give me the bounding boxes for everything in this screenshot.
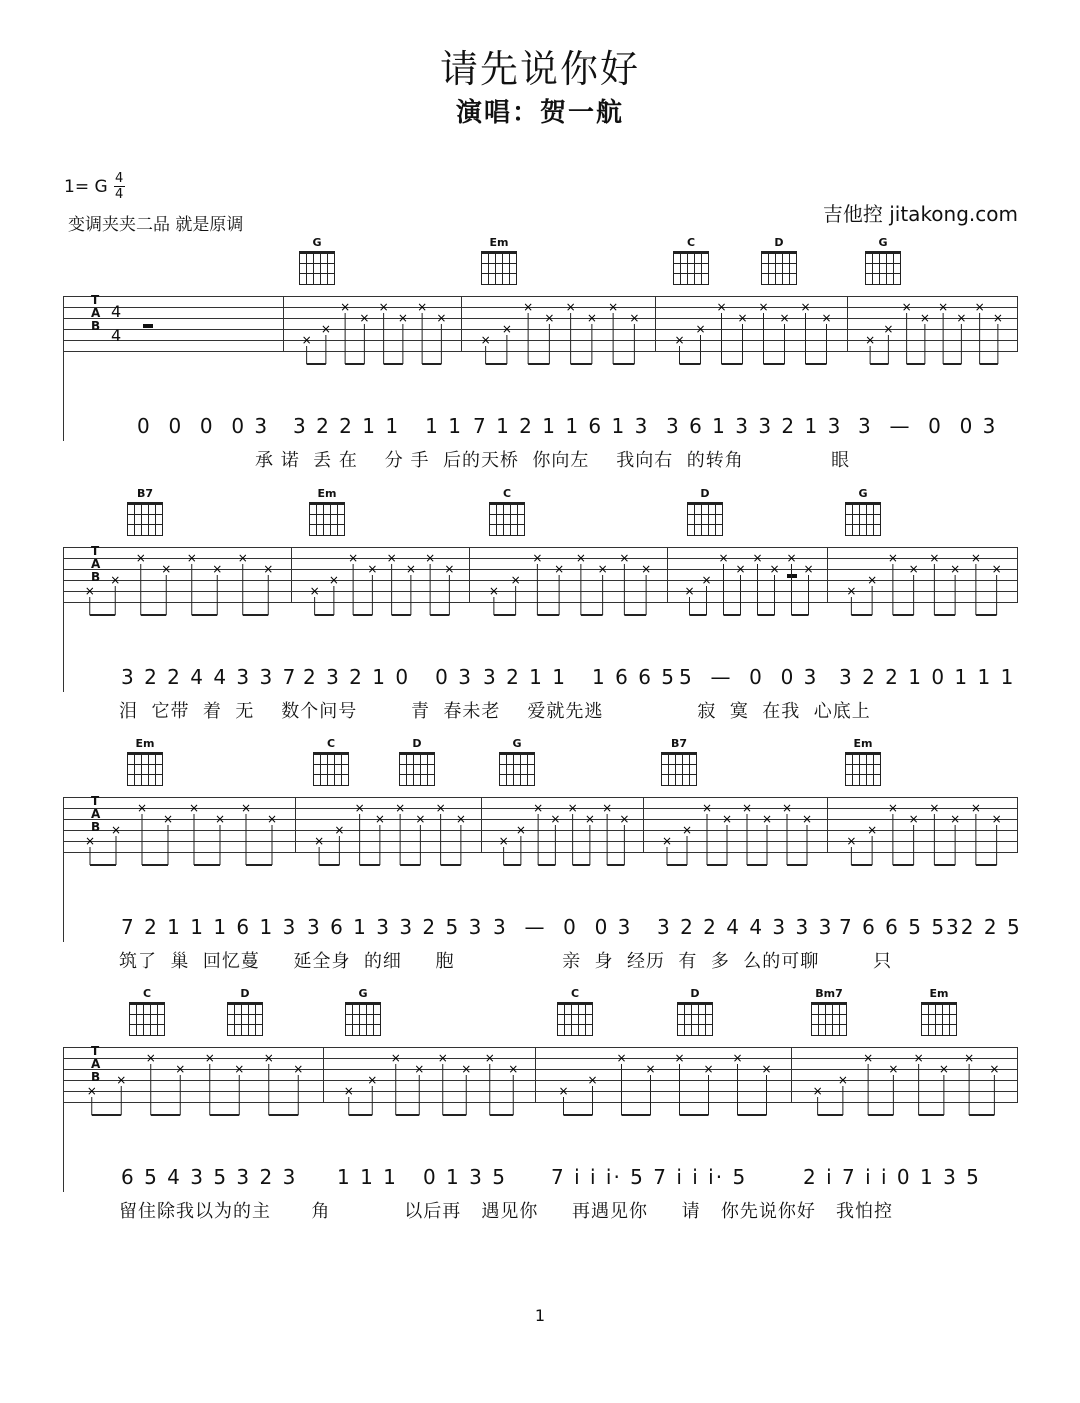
chord-diagram: Bm7: [809, 987, 849, 1036]
tab-x-note: ×: [821, 311, 832, 325]
tab-x-note: ×: [110, 823, 122, 837]
tab-x-note: ×: [681, 823, 693, 837]
numbered-notation: 2 i 7 i i 0 1 3 5: [803, 1165, 981, 1189]
tab-x-note: ×: [444, 562, 455, 576]
tab-x-note: ×: [695, 322, 706, 336]
time-signature: 4 4: [111, 302, 122, 345]
tab-x-note: ×: [721, 812, 733, 826]
tab-x-note: ×: [378, 300, 389, 314]
tab-x-note: ×: [846, 834, 857, 848]
chord-diagram: D: [225, 987, 265, 1036]
chord-diagram: G: [343, 987, 383, 1036]
tab-x-note: ×: [703, 1062, 714, 1076]
tab-x-note: ×: [395, 801, 406, 815]
tab-x-note: ×: [480, 333, 491, 347]
numbered-notation: 7 2 1 1 1 6 1 3: [121, 915, 298, 939]
tab-x-note: ×: [701, 573, 712, 587]
chord-diagram: C: [671, 236, 711, 285]
tab-x-note: ×: [908, 812, 919, 826]
lyrics-line: 承 诺 丢 在 分 手 后的天桥 你向左 我向右 的转角 眼: [255, 450, 851, 471]
tab-x-note: ×: [587, 1073, 598, 1087]
site-credit: 吉他控 jitakong.com: [822, 202, 1018, 226]
tab-x-note: ×: [701, 801, 713, 815]
tab-x-note: ×: [908, 562, 919, 576]
tab-x-note: ×: [801, 812, 813, 826]
tab-x-note: ×: [929, 551, 940, 565]
tab-x-note: ×: [367, 562, 378, 576]
numbered-notation: 3 2 1 1 1 6 6 5: [483, 665, 677, 689]
tab-x-note: ×: [991, 812, 1002, 826]
tab-x-note: ×: [437, 1051, 448, 1065]
tab-x-note: ×: [110, 573, 121, 587]
tab-x-note: ×: [186, 551, 197, 565]
tab-x-note: ×: [367, 1073, 378, 1087]
chord-diagram: Em: [843, 737, 883, 786]
tab-x-note: ×: [616, 1051, 627, 1065]
numbered-notation: 2 3 2 1 0 0 3: [303, 665, 473, 689]
chord-diagram: B7: [125, 487, 165, 536]
numbered-notation: 1 1 1 0 1 3 5: [337, 1165, 507, 1189]
tab-x-note: ×: [334, 823, 345, 837]
numbered-notation: 0 0 0 0 3: [137, 414, 270, 438]
numbered-notation: 3 — 0 0 3: [493, 915, 633, 939]
tab-x-note: ×: [938, 300, 949, 314]
chord-diagram: G: [297, 236, 337, 285]
chord-diagram: D: [685, 487, 725, 536]
numbered-notation: 7 i i i· 5 7 i i i· 5: [551, 1165, 748, 1189]
tab-x-note: ×: [735, 562, 746, 576]
tab-x-note: ×: [732, 1051, 743, 1065]
tab-x-note: ×: [837, 1073, 848, 1087]
tab-x-note: ×: [786, 551, 797, 565]
tab-x-note: ×: [800, 300, 811, 314]
chord-diagram: C: [311, 737, 351, 786]
tab-x-note: ×: [737, 311, 748, 325]
tab-x-note: ×: [950, 812, 961, 826]
chord-diagram: Em: [919, 987, 959, 1036]
lyrics-line: 筑了 巢 回忆蔓 延全身 的细 胞 亲 身 经历 有 多 么的可聊 只: [119, 951, 893, 972]
tab-x-note: ×: [498, 834, 509, 848]
tab-x-note: ×: [340, 300, 351, 314]
tab-x-note: ×: [84, 584, 95, 598]
numbered-notation: 3 6 1 3 3 2 1 3: [666, 414, 843, 438]
tab-x-note: ×: [510, 573, 521, 587]
chord-diagram: D: [675, 987, 715, 1036]
chord-diagram: C: [127, 987, 167, 1036]
tab-x-note: ×: [136, 801, 148, 815]
tab-x-note: ×: [812, 1084, 823, 1098]
chord-diagram: G: [843, 487, 883, 536]
tab-x-note: ×: [970, 551, 981, 565]
capo-note: 变调夹夹二品 就是原调: [68, 215, 244, 235]
key-label: 1= G: [64, 176, 108, 197]
numbered-notation: 7 6 6 5 532 2 5: [839, 915, 1022, 939]
tab-x-note: ×: [803, 562, 814, 576]
tab-x-note: ×: [584, 812, 595, 826]
key-beats: 4: [115, 171, 124, 186]
tab-x-note: ×: [867, 573, 878, 587]
tab-x-note: ×: [328, 573, 339, 587]
tab-x-note: ×: [145, 1051, 156, 1065]
numbered-notation: 7 1 2 1 1 6 1 3: [473, 414, 650, 438]
tab-x-note: ×: [887, 801, 898, 815]
numbered-notation: 3 2 2 1 1 1 1: [293, 414, 463, 438]
tab-x-note: ×: [661, 834, 673, 848]
tab-x-note: ×: [619, 551, 630, 565]
tab-x-note: ×: [359, 311, 370, 325]
tab-x-note: ×: [619, 812, 630, 826]
tab-x-note: ×: [863, 1051, 874, 1065]
tab-x-note: ×: [263, 1051, 274, 1065]
chord-diagram: Em: [479, 236, 519, 285]
tab-x-note: ×: [887, 551, 898, 565]
tab-x-note: ×: [532, 551, 543, 565]
tab-x-note: ×: [641, 562, 652, 576]
tab-x-note: ×: [888, 1062, 899, 1076]
tab-x-note: ×: [597, 562, 608, 576]
tab-x-note: ×: [761, 1062, 772, 1076]
tab-x-note: ×: [964, 1051, 975, 1065]
tab-x-note: ×: [602, 801, 613, 815]
numbered-notation: 3 6 1 3 3 2 5 3: [307, 915, 484, 939]
tab-x-note: ×: [608, 300, 619, 314]
tab-x-note: ×: [769, 562, 780, 576]
tab-x-note: ×: [741, 801, 753, 815]
tab-x-note: ×: [645, 1062, 656, 1076]
tab-x-note: ×: [865, 333, 876, 347]
tab-x-note: ×: [883, 322, 894, 336]
tab-x-note: ×: [950, 562, 961, 576]
tab-x-note: ×: [415, 812, 426, 826]
page-number: 1: [534, 1306, 546, 1325]
tab-x-note: ×: [779, 311, 790, 325]
tab-x-note: ×: [309, 584, 320, 598]
numbered-notation: 5 — 0 0 3: [679, 665, 819, 689]
numbered-notation: 3 2 2 4 4 3 3 3: [657, 915, 834, 939]
tab-x-note: ×: [436, 311, 447, 325]
tab-x-note: ×: [550, 812, 561, 826]
tab-x-note: ×: [974, 300, 985, 314]
lyrics-line: 留住除我以为的主 角 以后再 遇见你 再遇见你 请 你先说你好 我怕控: [119, 1201, 893, 1222]
tab-x-note: ×: [565, 300, 576, 314]
tab-x-note: ×: [214, 812, 226, 826]
lyrics-line: 泪 它带 着 无 数个问号 青 春未老 爱就先逃 寂 寞 在我 心底上: [119, 701, 871, 722]
chord-diagram: D: [759, 236, 799, 285]
tab-x-note: ×: [390, 1051, 401, 1065]
tab-x-note: ×: [212, 562, 223, 576]
tab-x-note: ×: [135, 551, 146, 565]
tab-x-note: ×: [992, 311, 1003, 325]
tab-x-note: ×: [234, 1062, 245, 1076]
tab-label: T A B: [91, 293, 101, 333]
singer-credit: 演唱：贺一航: [455, 98, 624, 128]
tab-x-note: ×: [938, 1062, 949, 1076]
tab-x-note: ×: [301, 333, 312, 347]
tab-x-note: ×: [488, 584, 499, 598]
tab-x-note: ×: [674, 333, 685, 347]
chord-diagram: Em: [125, 737, 165, 786]
tab-x-note: ×: [237, 551, 248, 565]
tab-x-note: ×: [989, 1062, 1000, 1076]
key-unit: 4: [115, 187, 124, 202]
tab-x-note: ×: [162, 812, 174, 826]
tab-x-note: ×: [718, 551, 729, 565]
chord-diagram: Em: [307, 487, 347, 536]
tab-x-note: ×: [461, 1062, 472, 1076]
tab-x-note: ×: [263, 562, 274, 576]
tab-x-note: ×: [435, 801, 446, 815]
tab-x-note: ×: [758, 300, 769, 314]
tab-x-note: ×: [956, 311, 967, 325]
song-title: 请先说你好: [439, 47, 640, 91]
tab-label: T A B: [91, 794, 101, 834]
tab-x-note: ×: [901, 300, 912, 314]
tab-x-note: ×: [354, 801, 365, 815]
numbered-notation: 6 5 4 3 5 3 2 3: [121, 1165, 298, 1189]
tab-x-note: ×: [455, 812, 466, 826]
tab-x-note: ×: [567, 801, 578, 815]
tab-x-note: ×: [684, 584, 695, 598]
tab-x-note: ×: [293, 1062, 304, 1076]
numbered-notation: 3 2 2 4 4 3 3 7: [121, 665, 298, 689]
tab-x-note: ×: [84, 834, 96, 848]
tab-x-note: ×: [425, 551, 436, 565]
tab-x-note: ×: [913, 1051, 924, 1065]
tab-x-note: ×: [515, 823, 526, 837]
tab-x-note: ×: [508, 1062, 519, 1076]
tab-x-note: ×: [929, 801, 940, 815]
chord-diagram: C: [487, 487, 527, 536]
tab-x-note: ×: [919, 311, 930, 325]
tab-x-note: ×: [266, 812, 278, 826]
chord-diagram: G: [863, 236, 903, 285]
tab-x-note: ×: [544, 311, 555, 325]
chord-diagram: G: [497, 737, 537, 786]
tab-x-note: ×: [161, 562, 172, 576]
tab-x-note: ×: [397, 311, 408, 325]
chord-diagram: B7: [659, 737, 699, 786]
tab-x-note: ×: [533, 801, 544, 815]
tab-label: T A B: [91, 544, 101, 584]
tab-x-note: ×: [86, 1084, 97, 1098]
tab-x-note: ×: [629, 311, 640, 325]
tab-x-note: ×: [867, 823, 878, 837]
tab-label: T A B: [91, 1044, 101, 1084]
tab-x-note: ×: [558, 1084, 569, 1098]
tab-x-note: ×: [343, 1084, 354, 1098]
chord-diagram: D: [397, 737, 437, 786]
chord-diagram: C: [555, 987, 595, 1036]
tab-x-note: ×: [761, 812, 773, 826]
numbered-notation: 3 2 2 1 0 1 1 1: [839, 665, 1016, 689]
tab-x-note: ×: [716, 300, 727, 314]
tab-x-note: ×: [586, 311, 597, 325]
tab-x-note: ×: [240, 801, 252, 815]
tab-x-note: ×: [484, 1051, 495, 1065]
tab-x-note: ×: [991, 562, 1002, 576]
tab-x-note: ×: [501, 322, 512, 336]
tab-x-note: ×: [348, 551, 359, 565]
tab-x-note: ×: [970, 801, 981, 815]
tab-x-note: ×: [405, 562, 416, 576]
tab-x-note: ×: [314, 834, 325, 848]
numbered-notation: 3 — 0 0 3: [858, 414, 998, 438]
tab-x-note: ×: [674, 1051, 685, 1065]
tab-x-note: ×: [386, 551, 397, 565]
tab-x-note: ×: [417, 300, 428, 314]
tab-x-note: ×: [575, 551, 586, 565]
tab-x-note: ×: [116, 1073, 127, 1087]
tab-x-note: ×: [374, 812, 385, 826]
tab-x-note: ×: [175, 1062, 186, 1076]
tab-x-note: ×: [554, 562, 565, 576]
tab-x-note: ×: [414, 1062, 425, 1076]
tab-x-note: ×: [752, 551, 763, 565]
tab-x-note: ×: [846, 584, 857, 598]
tab-x-note: ×: [188, 801, 200, 815]
tab-x-note: ×: [320, 322, 331, 336]
tab-x-note: ×: [523, 300, 534, 314]
tab-x-note: ×: [781, 801, 793, 815]
tab-x-note: ×: [204, 1051, 215, 1065]
